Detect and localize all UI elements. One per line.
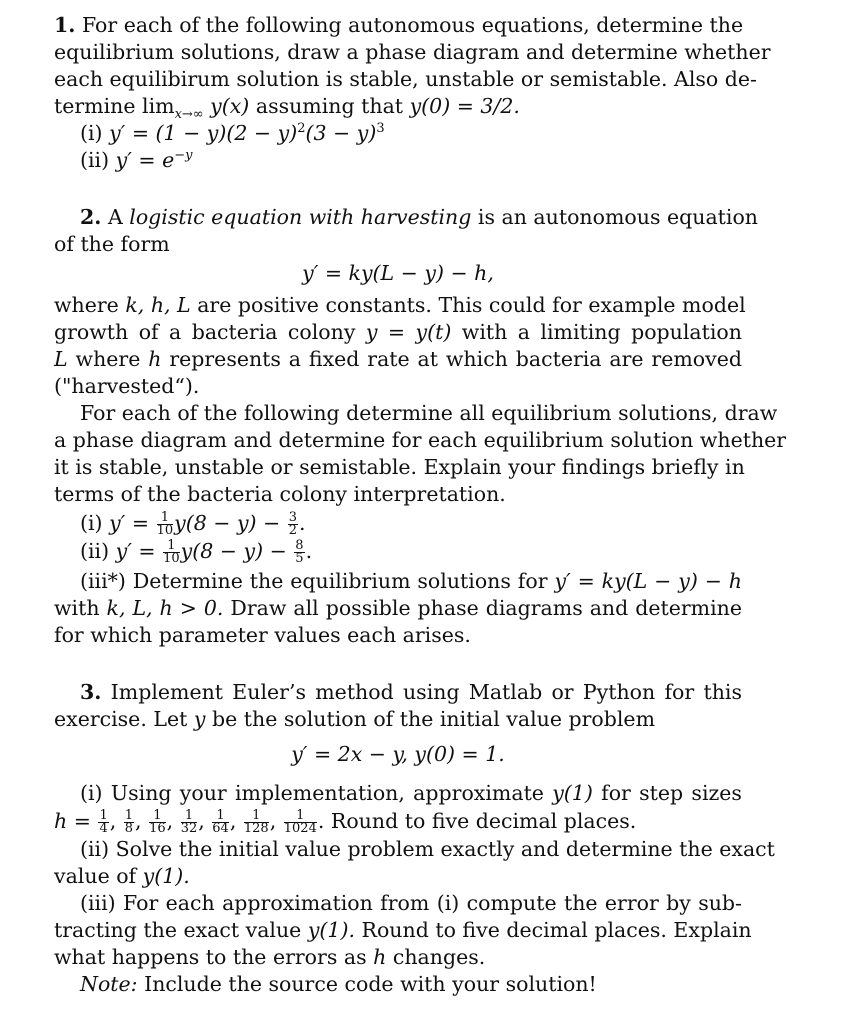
problem-2-line-6: ("harvested“). bbox=[54, 374, 200, 398]
problem-2-part-iii: (iii*) Determine the equilibrium solutions for y′ = ky(L − y) − h bbox=[80, 569, 742, 593]
problem-2-part-iii-line-2: with k, L, h > 0. Draw all possible phase diagrams and determine bbox=[54, 596, 742, 620]
problem-1-line-2: equilibrium solutions, draw a phase diagram and determine whether bbox=[54, 40, 771, 64]
problem-3-line-1: 3. Implement Euler’s method using Matlab or Python for this bbox=[80, 680, 742, 704]
problem-1-line-4: termine $\lim_{x\to\infty} y(x)$ assuming that y(0) = 3/2. bbox=[54, 94, 520, 123]
step-size-fractions: $\frac{1}{4}$ , $\frac{1}{8}$ , $\frac{1}{16}$ , $\frac{1}{32}$ , $\frac{1}{64}$ , $\frac{1}{128}$ , $\frac{1}{1024}$ . bbox=[99, 808, 325, 836]
problem-3-equation: y′ = 2x − y, y(0) = 1. bbox=[291, 742, 505, 766]
problem-1-line-1: 1. For each of the following autonomous equations, determine the bbox=[54, 13, 744, 37]
problem-2-part-i: (i) y′ = $\frac{1}{10}$ y(8 − y) − $\frac{3}{2}$ . bbox=[80, 510, 306, 538]
problem-2-line-5: L where h represents a fixed rate at which bacteria are removed bbox=[54, 347, 742, 371]
step-size-fraction: $\frac{1}{1024}$ bbox=[283, 808, 317, 836]
problem-3-step-sizes: h = $\frac{1}{4}$ , $\frac{1}{8}$ , $\frac{1}{16}$ , $\frac{1}{32}$ , $\frac{1}{64}$ , $\frac{1}{128}$ , $\frac{1}{1024}$ . Round to five decimal places. bbox=[54, 808, 637, 836]
problem-1-part-i: (i) $y' = (1 - y)(2 - y)^2(3 - y)^3$ bbox=[80, 121, 385, 145]
step-size-fraction: $\frac{1}{32}$ bbox=[180, 808, 198, 836]
problem-2-part-iii-line-3: for which parameter values each arises. bbox=[54, 623, 471, 647]
fraction: $\frac{1}{10}$ bbox=[156, 510, 174, 538]
problem-2-line-2: of the form bbox=[54, 232, 170, 256]
problem-2-line-10: terms of the bacteria colony interpretation. bbox=[54, 482, 506, 506]
problem-1-part-ii: (ii) $y' = e^{-y}$ bbox=[80, 148, 193, 172]
fraction: $\frac{8}{5}$ bbox=[295, 538, 304, 566]
problem-2-line-3: where k, h, L are positive constants. This could for example model bbox=[54, 293, 746, 317]
problem-2-part-ii: (ii) y′ = $\frac{1}{10}$ y(8 − y) − $\frac{8}{5}$ . bbox=[80, 538, 313, 566]
problem-3-note: Note: Include the source code with your solution! bbox=[80, 972, 597, 996]
step-size-fraction: $\frac{1}{64}$ bbox=[212, 808, 229, 836]
problem-1-line-3: each equilibirum solution is stable, unstable or semistable. Also de- bbox=[54, 67, 757, 91]
problem-2-equation: y′ = ky(L − y) − h, bbox=[302, 261, 494, 285]
problem-2-line-9: it is stable, unstable or semistable. Explain your findings briefly in bbox=[54, 455, 745, 479]
fraction: $\frac{1}{10}$ bbox=[163, 538, 180, 566]
problem-3-part-iii: (iii) For each approximation from (i) compute the error by sub- bbox=[80, 891, 742, 915]
problem-3-part-iii-line-3: what happens to the errors as h changes. bbox=[54, 945, 486, 969]
problem-2-line-8: a phase diagram and determine for each equilibrium solution whether bbox=[54, 428, 787, 452]
problem-3-part-i: (i) Using your implementation, approximate y(1) for step sizes bbox=[80, 781, 742, 805]
problem-3-part-ii: (ii) Solve the initial value problem exactly and determine the exact bbox=[80, 837, 775, 861]
problem-3-part-iii-line-2: tracting the exact value y(1). Round to five decimal places. Explain bbox=[54, 918, 752, 942]
step-size-fraction: $\frac{1}{4}$ bbox=[99, 808, 108, 836]
problem-3-part-ii-line-2: value of y(1). bbox=[54, 864, 190, 888]
problem-2-number: 2. bbox=[80, 205, 102, 229]
problem-2-line-1: 2. A logistic equation with harvesting is an autonomous equation bbox=[80, 205, 759, 229]
problem-2-line-7: For each of the following determine all equilibrium solutions, draw bbox=[80, 401, 778, 425]
fraction: $\frac{3}{2}$ bbox=[288, 510, 298, 538]
problem-1-number: 1. bbox=[54, 13, 76, 37]
step-size-fraction: $\frac{1}{8}$ bbox=[124, 808, 134, 836]
problem-3-number: 3. bbox=[80, 680, 102, 704]
step-size-fraction: $\frac{1}{16}$ bbox=[149, 808, 166, 836]
problem-2-line-4: growth of a bacteria colony y = y(t) with a limiting population bbox=[54, 320, 742, 344]
step-size-fraction: $\frac{1}{128}$ bbox=[243, 808, 269, 836]
problem-3-line-2: exercise. Let y be the solution of the initial value problem bbox=[54, 707, 656, 731]
